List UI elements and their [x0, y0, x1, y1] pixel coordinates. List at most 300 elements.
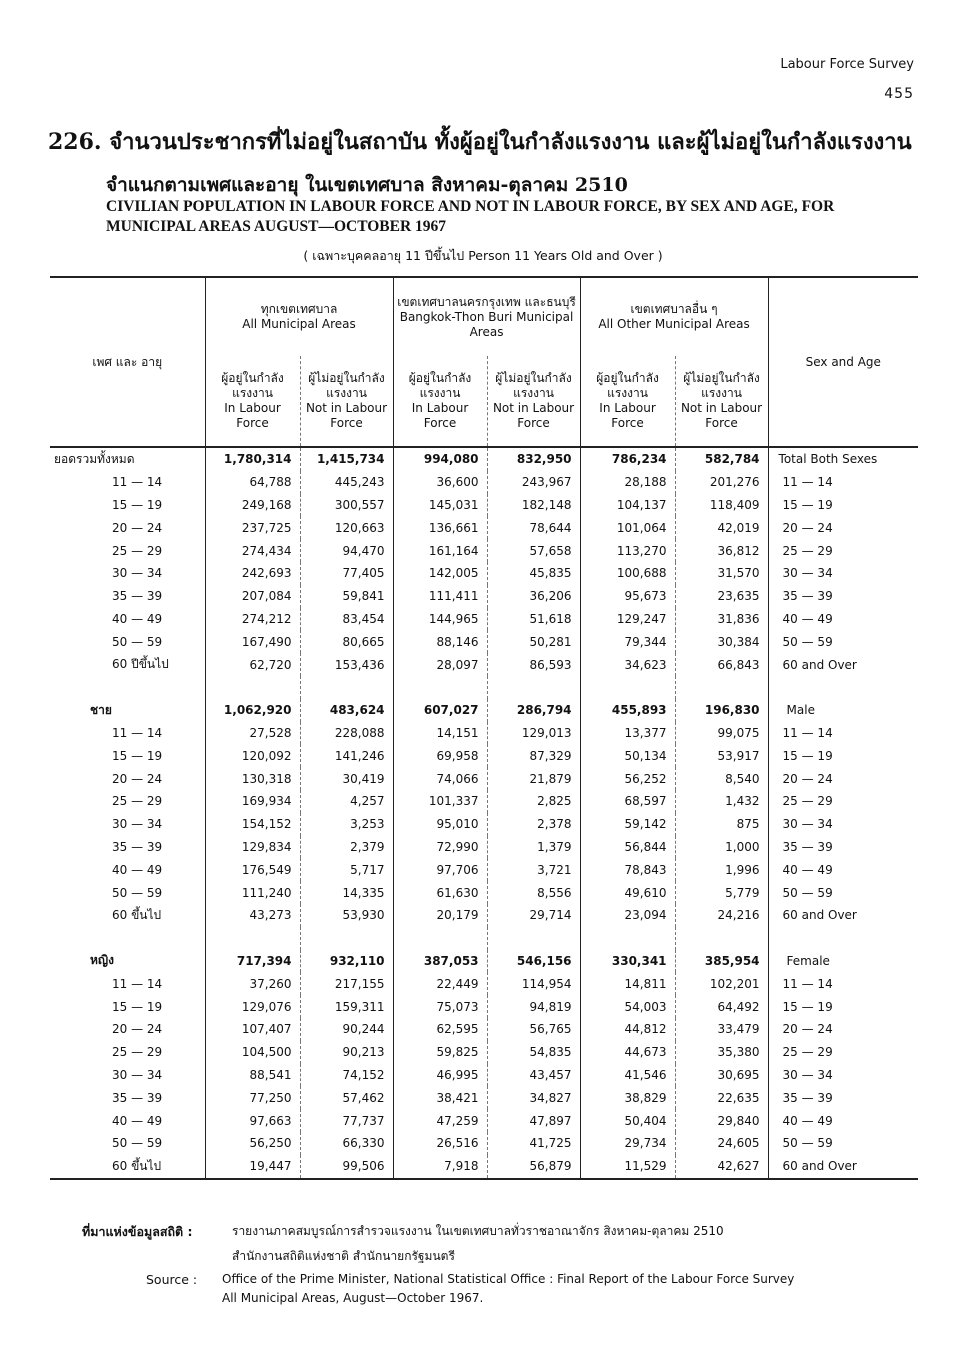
value-cell: 47,897: [487, 1109, 580, 1132]
table-row: [50, 1086, 918, 1109]
value-cell: 56,844: [580, 836, 675, 859]
value-cell: 30,419: [300, 767, 393, 790]
source-label-english: Source :: [146, 1272, 198, 1287]
value-cell: 786,234: [580, 447, 675, 471]
age-label-thai: 20 — 24: [112, 1022, 163, 1037]
value-cell: 66,330: [300, 1132, 393, 1155]
age-label-thai: 50 — 59: [112, 634, 163, 649]
value-cell: 94,470: [300, 539, 393, 562]
value-cell: 2,825: [487, 790, 580, 813]
value-cell: 83,454: [300, 608, 393, 631]
table-row: [50, 516, 918, 539]
table-row: [50, 630, 918, 653]
title-english: CIVILIAN POPULATION IN LABOUR FORCE AND NOT IN LABOUR FORCE, BY SEX AND AGE, FOR MUNICIPAL AREAS AUGUST—OCTOBER 1967: [106, 198, 835, 235]
value-cell: 104,500: [205, 1041, 300, 1064]
source-thai-line1: รายงานภาคสมบูรณ์การสำรวจแรงงาน ในเขตเทศบาลทั่วราชอาณาจักร สิงหาคม-ตุลาคม 2510: [232, 1224, 724, 1238]
source-label-thai: ที่มาแห่งข้อมูลสถิติ :: [82, 1224, 193, 1239]
value-cell: 29,734: [580, 1132, 675, 1155]
age-label-thai: 40 — 49: [112, 862, 163, 877]
spacer-cell: [50, 927, 205, 950]
value-cell: 176,549: [205, 858, 300, 881]
age-label-thai: 11 — 14: [112, 976, 163, 991]
value-cell: 53,930: [300, 904, 393, 927]
subheader-thai: ผู้อยู่ในกำลังแรงงาน: [596, 371, 659, 400]
spacer-cell: [487, 676, 580, 699]
value-cell: 51,618: [487, 608, 580, 631]
value-cell: 19,447: [205, 1155, 300, 1179]
value-cell: 36,206: [487, 585, 580, 608]
value-cell: 141,246: [300, 744, 393, 767]
value-cell: 88,541: [205, 1064, 300, 1087]
value-cell: 932,110: [300, 950, 393, 973]
value-cell: 77,250: [205, 1086, 300, 1109]
age-label-english: 50 — 59: [768, 1132, 918, 1155]
table-row: [50, 1109, 918, 1132]
value-cell: 1,000: [675, 836, 768, 859]
value-cell: 3,721: [487, 858, 580, 881]
value-cell: 111,411: [393, 585, 487, 608]
age-label-english: 15 — 19: [768, 744, 918, 767]
subheader-english: Not in Labour Force: [305, 401, 388, 430]
group-header-bangkok-th: เขตเทศบาลนครกรุงเทพ และธนบุรี: [397, 294, 576, 309]
value-cell: 75,073: [393, 995, 487, 1018]
labour-force-table: [50, 276, 918, 1180]
value-cell: 97,663: [205, 1109, 300, 1132]
table-row: [50, 836, 918, 859]
value-cell: 79,344: [580, 630, 675, 653]
value-cell: 56,250: [205, 1132, 300, 1155]
age-label-english: 20 — 24: [768, 516, 918, 539]
value-cell: 64,788: [205, 471, 300, 494]
value-cell: 8,556: [487, 881, 580, 904]
spacer-cell: [300, 927, 393, 950]
value-cell: 57,658: [487, 539, 580, 562]
value-cell: 38,421: [393, 1086, 487, 1109]
value-cell: 14,811: [580, 972, 675, 995]
age-label-english: 11 — 14: [768, 471, 918, 494]
table-row: [50, 767, 918, 790]
value-cell: 1,996: [675, 858, 768, 881]
value-cell: 53,917: [675, 744, 768, 767]
value-cell: 68,597: [580, 790, 675, 813]
value-cell: 59,825: [393, 1041, 487, 1064]
value-cell: 274,434: [205, 539, 300, 562]
value-cell: 88,146: [393, 630, 487, 653]
group-header-other-en: All Other Municipal Areas: [598, 317, 750, 331]
value-cell: 77,737: [300, 1109, 393, 1132]
value-cell: 94,819: [487, 995, 580, 1018]
age-label-thai: 30 — 34: [112, 1067, 163, 1082]
source-english-line2: All Municipal Areas, August—October 1967.: [222, 1291, 484, 1305]
value-cell: 22,449: [393, 972, 487, 995]
stub-header-thai: เพศ และ อายุ: [50, 277, 205, 447]
table-row: [50, 722, 918, 745]
value-cell: 228,088: [300, 722, 393, 745]
subheader-in-labour-force: [393, 356, 487, 447]
table-row: [50, 539, 918, 562]
value-cell: 57,462: [300, 1086, 393, 1109]
value-cell: 1,780,314: [205, 447, 300, 471]
age-label-thai: 25 — 29: [112, 543, 163, 558]
age-label-english: 20 — 24: [768, 767, 918, 790]
subheader-thai: ผู้อยู่ในกำลังแรงงาน: [221, 371, 284, 400]
subheader-in-labour-force: [580, 356, 675, 447]
value-cell: 300,557: [300, 494, 393, 517]
age-label-english: 25 — 29: [768, 790, 918, 813]
value-cell: 24,605: [675, 1132, 768, 1155]
age-label-thai: 50 — 59: [112, 885, 163, 900]
age-label-english: 11 — 14: [768, 972, 918, 995]
age-label-thai: 15 — 19: [112, 497, 163, 512]
table-row: [50, 1064, 918, 1087]
table-row: [50, 1018, 918, 1041]
value-cell: 54,835: [487, 1041, 580, 1064]
value-cell: 78,644: [487, 516, 580, 539]
age-label-thai: 60 ขึ้นไป: [112, 907, 162, 922]
value-cell: 62,720: [205, 653, 300, 676]
age-label-thai: 40 — 49: [112, 1113, 163, 1128]
page-number: 455: [884, 86, 914, 102]
value-cell: 113,270: [580, 539, 675, 562]
value-cell: 167,490: [205, 630, 300, 653]
age-label-thai: 40 — 49: [112, 611, 163, 626]
value-cell: 607,027: [393, 699, 487, 722]
age-label-english: 30 — 34: [768, 1064, 918, 1087]
value-cell: 2,378: [487, 813, 580, 836]
spacer-cell: [300, 676, 393, 699]
value-cell: 237,725: [205, 516, 300, 539]
value-cell: 23,635: [675, 585, 768, 608]
value-cell: 77,405: [300, 562, 393, 585]
value-cell: 38,829: [580, 1086, 675, 1109]
value-cell: 72,990: [393, 836, 487, 859]
value-cell: 114,954: [487, 972, 580, 995]
running-header: Labour Force Survey: [780, 57, 914, 72]
value-cell: 1,415,734: [300, 447, 393, 471]
age-label-english: 15 — 19: [768, 494, 918, 517]
value-cell: 445,243: [300, 471, 393, 494]
title-thai-line2: จำแนกตามเพศและอายุ ในเขตเทศบาล สิงหาคม-ตุลาคม 2510: [106, 174, 628, 196]
spacer-cell: [50, 676, 205, 699]
value-cell: 56,765: [487, 1018, 580, 1041]
age-label-thai: 60 ปีขึ้นไป: [112, 657, 169, 672]
age-label-thai: 50 — 59: [112, 1136, 163, 1151]
value-cell: 286,794: [487, 699, 580, 722]
subheader-thai: ผู้ไม่อยู่ในกำลังแรงงาน: [683, 371, 760, 400]
value-cell: 120,663: [300, 516, 393, 539]
table-row: [50, 995, 918, 1018]
value-cell: 118,409: [675, 494, 768, 517]
title-thai-line1: 226. จำนวนประชากรที่ไม่อยู่ในสถาบัน ทั้งผู้อยู่ในกำลังแรงงาน และผู้ไม่อยู่ในกำลังแรงงาน: [48, 129, 912, 155]
value-cell: 153,436: [300, 653, 393, 676]
age-label-english: 60 and Over: [768, 653, 918, 676]
table-row: [50, 904, 918, 927]
value-cell: 34,827: [487, 1086, 580, 1109]
value-cell: 130,318: [205, 767, 300, 790]
value-cell: 86,593: [487, 653, 580, 676]
value-cell: 36,812: [675, 539, 768, 562]
table-subtitle: ( เฉพาะบุคคลอายุ 11 ปีขึ้นไป Person 11 Years Old and Over ): [303, 248, 663, 263]
subheader-not-in-labour-force: [675, 356, 768, 447]
table-row: [50, 471, 918, 494]
value-cell: 28,097: [393, 653, 487, 676]
value-cell: 207,084: [205, 585, 300, 608]
age-label-thai: 30 — 34: [112, 817, 163, 832]
spacer-cell: [393, 927, 487, 950]
age-label-thai: 11 — 14: [112, 725, 163, 740]
table-row: [50, 1155, 918, 1179]
value-cell: 95,673: [580, 585, 675, 608]
value-cell: 50,134: [580, 744, 675, 767]
table-row: [50, 494, 918, 517]
age-label-english: 60 and Over: [768, 1155, 918, 1179]
value-cell: 120,092: [205, 744, 300, 767]
group-header-other-th: เขตเทศบาลอื่น ๆ: [630, 302, 718, 316]
group-header-bangkok-en: Bangkok-Thon Buri Municipal Areas: [399, 309, 574, 339]
value-cell: 97,706: [393, 858, 487, 881]
source-english-line1: Office of the Prime Minister, National Statistical Office : Final Report of the Labour Force Survey: [222, 1272, 795, 1286]
spacer-cell: [205, 676, 300, 699]
stub-header-english: Sex and Age: [768, 277, 918, 447]
group-header-other: [580, 277, 768, 356]
value-cell: 21,879: [487, 767, 580, 790]
table-row: [50, 1132, 918, 1155]
value-cell: 56,252: [580, 767, 675, 790]
value-cell: 27,528: [205, 722, 300, 745]
table-row: [50, 858, 918, 881]
value-cell: 43,273: [205, 904, 300, 927]
value-cell: 14,335: [300, 881, 393, 904]
value-cell: 145,031: [393, 494, 487, 517]
value-cell: 243,967: [487, 471, 580, 494]
value-cell: 4,257: [300, 790, 393, 813]
table-row: [50, 972, 918, 995]
value-cell: 56,879: [487, 1155, 580, 1179]
value-cell: 22,635: [675, 1086, 768, 1109]
value-cell: 102,201: [675, 972, 768, 995]
subheader-not-in-labour-force: [300, 356, 393, 447]
age-label-thai: 25 — 29: [112, 794, 163, 809]
section-label-thai: หญิง: [90, 953, 114, 968]
age-label-english: 20 — 24: [768, 1018, 918, 1041]
value-cell: 20,179: [393, 904, 487, 927]
age-label-thai: 30 — 34: [112, 566, 163, 581]
spacer-cell: [768, 676, 918, 699]
value-cell: 66,843: [675, 653, 768, 676]
subheader-thai: ผู้อยู่ในกำลังแรงงาน: [408, 371, 472, 400]
value-cell: 274,212: [205, 608, 300, 631]
value-cell: 46,995: [393, 1064, 487, 1087]
value-cell: 80,665: [300, 630, 393, 653]
spacer-cell: [580, 927, 675, 950]
table-row: [50, 562, 918, 585]
subheader-english: In Labour Force: [411, 401, 469, 430]
table-row: [50, 608, 918, 631]
section-label-english: Female: [768, 950, 918, 973]
table-row: [50, 790, 918, 813]
value-cell: 717,394: [205, 950, 300, 973]
section-spacer: [50, 927, 918, 950]
table-row: [50, 881, 918, 904]
value-cell: 24,216: [675, 904, 768, 927]
value-cell: 69,958: [393, 744, 487, 767]
age-label-english: 30 — 34: [768, 562, 918, 585]
value-cell: 11,529: [580, 1155, 675, 1179]
value-cell: 14,151: [393, 722, 487, 745]
value-cell: 44,812: [580, 1018, 675, 1041]
value-cell: 90,244: [300, 1018, 393, 1041]
spacer-cell: [768, 927, 918, 950]
value-cell: 49,610: [580, 881, 675, 904]
group-header-bangkok: [393, 277, 580, 356]
value-cell: 101,064: [580, 516, 675, 539]
value-cell: 104,137: [580, 494, 675, 517]
subheader-not-in-labour-force: [487, 356, 580, 447]
section-label-thai: ชาย: [90, 702, 112, 717]
subheader-thai: ผู้ไม่อยู่ในกำลังแรงงาน: [495, 371, 572, 400]
section-total-row: [50, 699, 918, 722]
spacer-cell: [580, 676, 675, 699]
age-label-english: 35 — 39: [768, 585, 918, 608]
value-cell: 62,595: [393, 1018, 487, 1041]
value-cell: 1,432: [675, 790, 768, 813]
value-cell: 1,379: [487, 836, 580, 859]
value-cell: 101,337: [393, 790, 487, 813]
value-cell: 30,695: [675, 1064, 768, 1087]
value-cell: 90,213: [300, 1041, 393, 1064]
table-row: [50, 585, 918, 608]
section-total-row: [50, 950, 918, 973]
value-cell: 136,661: [393, 516, 487, 539]
value-cell: 59,142: [580, 813, 675, 836]
source-thai-line2: สำนักงานสถิติแห่งชาติ สำนักนายกรัฐมนตรี: [232, 1249, 455, 1263]
age-label-english: 30 — 34: [768, 813, 918, 836]
value-cell: 129,076: [205, 995, 300, 1018]
value-cell: 29,840: [675, 1109, 768, 1132]
age-label-english: 35 — 39: [768, 1086, 918, 1109]
spacer-cell: [675, 927, 768, 950]
value-cell: 74,152: [300, 1064, 393, 1087]
value-cell: 483,624: [300, 699, 393, 722]
value-cell: 95,010: [393, 813, 487, 836]
value-cell: 29,714: [487, 904, 580, 927]
value-cell: 36,600: [393, 471, 487, 494]
age-label-english: 40 — 49: [768, 858, 918, 881]
value-cell: 111,240: [205, 881, 300, 904]
value-cell: 144,965: [393, 608, 487, 631]
value-cell: 142,005: [393, 562, 487, 585]
value-cell: 50,281: [487, 630, 580, 653]
value-cell: 33,479: [675, 1018, 768, 1041]
section-label-english: Male: [768, 699, 918, 722]
age-label-english: 25 — 29: [768, 1041, 918, 1064]
age-label-thai: 35 — 39: [112, 589, 163, 604]
value-cell: 7,918: [393, 1155, 487, 1179]
age-label-english: 50 — 59: [768, 881, 918, 904]
value-cell: 1,062,920: [205, 699, 300, 722]
subheader-english: In Labour Force: [599, 401, 656, 430]
spacer-cell: [205, 927, 300, 950]
section-spacer: [50, 676, 918, 699]
value-cell: 217,155: [300, 972, 393, 995]
value-cell: 34,623: [580, 653, 675, 676]
value-cell: 99,075: [675, 722, 768, 745]
age-label-english: 40 — 49: [768, 1109, 918, 1132]
subheader-english: In Labour Force: [224, 401, 281, 430]
value-cell: 159,311: [300, 995, 393, 1018]
value-cell: 832,950: [487, 447, 580, 471]
value-cell: 23,094: [580, 904, 675, 927]
section-label-english: Total Both Sexes: [768, 447, 918, 471]
age-label-thai: 25 — 29: [112, 1045, 163, 1060]
age-label-thai: 35 — 39: [112, 1090, 163, 1105]
value-cell: 154,152: [205, 813, 300, 836]
value-cell: 2,379: [300, 836, 393, 859]
age-label-thai: 15 — 19: [112, 748, 163, 763]
age-label-thai: 15 — 19: [112, 999, 163, 1014]
spacer-cell: [487, 927, 580, 950]
table-row: [50, 653, 918, 676]
value-cell: 13,377: [580, 722, 675, 745]
value-cell: 5,717: [300, 858, 393, 881]
age-label-english: 50 — 59: [768, 630, 918, 653]
group-header-all: [205, 277, 393, 356]
age-label-english: 25 — 29: [768, 539, 918, 562]
subheader-english: Not in Labour Force: [492, 401, 575, 430]
subheader-thai: ผู้ไม่อยู่ในกำลังแรงงาน: [308, 371, 385, 400]
value-cell: 546,156: [487, 950, 580, 973]
value-cell: 54,003: [580, 995, 675, 1018]
subheader-in-labour-force: [205, 356, 300, 447]
value-cell: 35,380: [675, 1041, 768, 1064]
value-cell: 99,506: [300, 1155, 393, 1179]
value-cell: 43,457: [487, 1064, 580, 1087]
value-cell: 201,276: [675, 471, 768, 494]
group-header-all-th: ทุกเขตเทศบาล: [260, 302, 338, 316]
value-cell: 455,893: [580, 699, 675, 722]
value-cell: 129,834: [205, 836, 300, 859]
value-cell: 169,934: [205, 790, 300, 813]
age-label-thai: 20 — 24: [112, 520, 163, 535]
value-cell: 31,570: [675, 562, 768, 585]
value-cell: 582,784: [675, 447, 768, 471]
section-label-thai: ยอดรวมทั้งหมด: [54, 451, 135, 466]
value-cell: 196,830: [675, 699, 768, 722]
value-cell: 242,693: [205, 562, 300, 585]
age-label-thai: 11 — 14: [112, 475, 163, 490]
value-cell: 28,188: [580, 471, 675, 494]
age-label-english: 11 — 14: [768, 722, 918, 745]
value-cell: 42,627: [675, 1155, 768, 1179]
section-total-row: [50, 447, 918, 471]
value-cell: 161,164: [393, 539, 487, 562]
value-cell: 994,080: [393, 447, 487, 471]
value-cell: 50,404: [580, 1109, 675, 1132]
value-cell: 61,630: [393, 881, 487, 904]
age-label-thai: 60 ขึ้นไป: [50, 1155, 205, 1179]
age-label-english: 60 and Over: [768, 904, 918, 927]
age-label-english: 15 — 19: [768, 995, 918, 1018]
group-header-all-en: All Municipal Areas: [242, 317, 356, 331]
age-label-thai: 35 — 39: [112, 839, 163, 854]
age-label-english: 35 — 39: [768, 836, 918, 859]
value-cell: 42,019: [675, 516, 768, 539]
value-cell: 45,835: [487, 562, 580, 585]
table-row: [50, 813, 918, 836]
subheader-english: Not in Labour Force: [680, 401, 763, 430]
value-cell: 30,384: [675, 630, 768, 653]
value-cell: 64,492: [675, 995, 768, 1018]
